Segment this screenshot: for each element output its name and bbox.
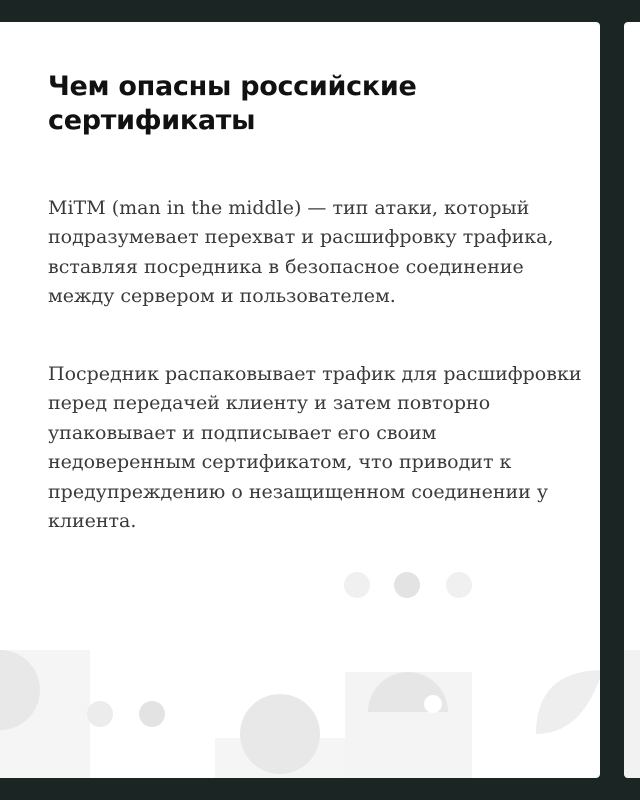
dot-row (344, 572, 472, 598)
decor-dot (446, 572, 472, 598)
slide-card[interactable] (0, 22, 600, 778)
decor-leaf (536, 670, 600, 734)
body-paragraph-proxy: Посредник распаковывает трафик для расшифровки перед передачей клиенту и затем повторно упаковывает и подписывает его своим недоверенным сертификатом, что приводит к предупреждению о незащищенном соединении у клиента. (48, 363, 582, 533)
decor-dot (394, 572, 420, 598)
decor-dot (424, 695, 442, 713)
decor-dot (139, 701, 165, 727)
next-slide-peek[interactable] (624, 22, 640, 778)
bottom-shapes (0, 650, 600, 778)
body-paragraph-mitm: MiTM (man in the middle) — тип атаки, который подразумевает перехват и расшифровку трафика, вставляя посредника в безопасное соединение между сервером и пользователем. (48, 197, 554, 308)
decor-block (624, 650, 640, 778)
slide-heading: Чем опасны российские сертификаты (48, 71, 417, 136)
decor-dot (87, 701, 113, 727)
next-slide-decoration (624, 22, 640, 778)
decor-circle (240, 694, 320, 774)
decor-dot (344, 572, 370, 598)
